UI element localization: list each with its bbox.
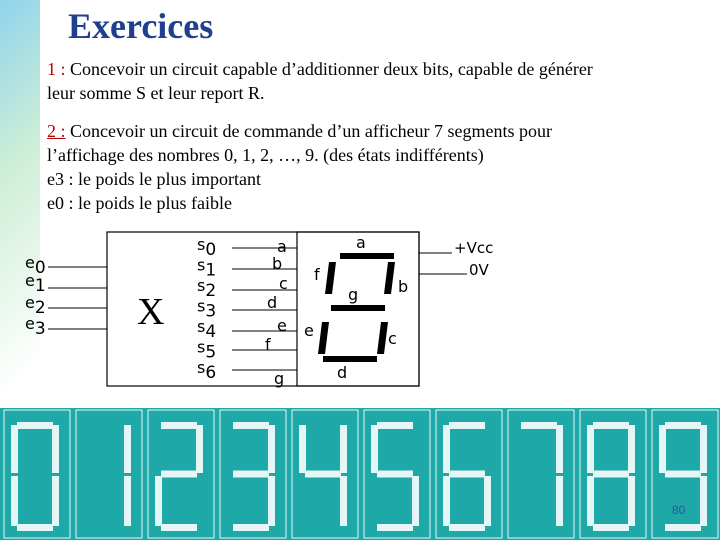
digit-3-segment-c	[268, 476, 275, 526]
power-ground-label: 0V	[469, 261, 489, 279]
digit-6-segment-d	[449, 524, 485, 531]
digit-5-segment-c	[412, 476, 419, 526]
segment-label-a: a	[356, 233, 366, 252]
digit-0-segment-d	[17, 524, 53, 531]
input-label-e3: e3	[25, 314, 46, 339]
output-label-s1: s1	[197, 255, 217, 281]
digit-6-segment-g	[449, 471, 485, 478]
digit-7-segment-c	[556, 476, 563, 526]
digit-6-segment-a	[449, 422, 485, 429]
digit-0-segment-b	[52, 425, 59, 473]
digit-3-segment-b	[268, 425, 275, 473]
seven-segment-figure	[318, 253, 395, 362]
output-label-s0: s0	[197, 235, 217, 260]
digit-0-segment-e	[11, 476, 18, 526]
exercise-1-text: Concevoir un circuit capable d’additionner deux bits, capable de générer	[65, 59, 593, 79]
exercise-2-number: 2 :	[47, 121, 66, 141]
digit-3-segment-d	[233, 524, 269, 531]
digit-3-segment-g	[233, 471, 269, 478]
segment-g	[331, 305, 385, 311]
digit-9-segment-f	[659, 425, 666, 473]
exercise-1-line-1	[47, 58, 593, 80]
segment-label-e: e	[304, 321, 314, 340]
digit-5-segment-g	[377, 471, 413, 478]
digit-1-segment-c	[124, 476, 131, 526]
digit-7-segment-a	[521, 422, 557, 429]
digit-8-segment-g	[593, 471, 629, 478]
digit-5-segment-a	[377, 422, 413, 429]
segment-label-g: g	[348, 285, 359, 304]
digit-5-segment-f	[371, 425, 378, 473]
segment-c	[377, 322, 388, 354]
exercise-2-line-4: e0 : le poids le plus faible	[47, 193, 232, 213]
exercise-2-line-3: e3 : le poids le plus important	[47, 169, 261, 189]
digit-1-segment-b	[124, 425, 131, 473]
digit-6-segment-e	[443, 476, 450, 526]
digit-8-segment-a	[593, 422, 629, 429]
output-label-s3: s3	[197, 296, 217, 322]
wire-label-a: a	[277, 237, 287, 256]
digit-6-segment-c	[484, 476, 491, 526]
segment-d	[323, 356, 377, 362]
digit-9-segment-d	[665, 524, 701, 531]
digits-display-band	[0, 408, 720, 540]
slide-title: Exercices	[68, 6, 214, 46]
digit-9-segment-b	[700, 425, 707, 473]
wire-label-d: d	[267, 293, 278, 312]
digit-4-segment-b	[340, 425, 347, 473]
exercise-1-number: 1 :	[47, 59, 66, 79]
wire-label-f: f	[265, 335, 271, 354]
input-label-e1: e1	[25, 271, 46, 296]
seven-segment-circuit-diagram	[22, 228, 512, 390]
output-label-s4: s4	[197, 317, 217, 342]
digit-8-segment-f	[587, 425, 594, 473]
wire-label-g: g	[274, 369, 285, 388]
exercise-2-text: Concevoir un circuit de commande d’un afficheur 7 segments pour	[65, 121, 553, 141]
segment-e	[318, 322, 329, 354]
wire-label-e: e	[277, 316, 287, 335]
output-labels	[197, 235, 216, 383]
wire-labels	[265, 237, 288, 388]
segment-b	[384, 262, 395, 294]
input-label-e2: e2	[25, 293, 46, 318]
digit-3-segment-a	[233, 422, 269, 429]
output-label-s6: s6	[197, 358, 217, 383]
segment-label-d: d	[337, 363, 348, 382]
digit-4-segment-f	[299, 425, 306, 473]
segment-f	[325, 262, 336, 294]
digit-2-segment-d	[161, 524, 197, 531]
digit-8-segment-c	[628, 476, 635, 526]
digit-9-segment-c	[700, 476, 707, 526]
segment-label-b: b	[398, 277, 409, 296]
digit-8-segment-d	[593, 524, 629, 531]
digit-2-segment-b	[196, 425, 203, 473]
exercise-2-line-1	[47, 120, 552, 142]
digit-9-segment-g	[665, 471, 701, 478]
x-block-label: X	[137, 291, 165, 333]
wire-label-b: b	[272, 254, 283, 273]
digit-2-segment-a	[161, 422, 197, 429]
output-label-s5: s5	[197, 337, 217, 363]
digit-0-segment-f	[11, 425, 18, 473]
power-vcc-label: +Vcc	[454, 239, 494, 257]
digit-6-segment-f	[443, 425, 450, 473]
output-label-s2: s2	[197, 276, 217, 301]
segment-a	[340, 253, 394, 259]
digit-4-segment-c	[340, 476, 347, 526]
digit-4-segment-g	[305, 471, 341, 478]
input-label-e0: e0	[25, 253, 46, 278]
digit-5-segment-d	[377, 524, 413, 531]
digit-8-segment-b	[628, 425, 635, 473]
exercise-2-line-2: l’affichage des nombres 0, 1, 2, …, 9. (des états indifférents)	[47, 145, 484, 165]
digit-0-segment-a	[17, 422, 53, 429]
wire-label-c: c	[279, 274, 288, 293]
segment-label-c: c	[388, 329, 397, 348]
digit-2-segment-g	[161, 471, 197, 478]
digit-9-segment-a	[665, 422, 701, 429]
segment-label-f: f	[314, 265, 320, 284]
exercise-1-line-2: leur somme S et leur report R.	[47, 83, 265, 103]
digit-0-segment-c	[52, 476, 59, 526]
page-number: 80	[672, 503, 686, 517]
input-labels	[25, 253, 46, 339]
digit-2-segment-e	[155, 476, 162, 526]
input-wires	[48, 267, 107, 329]
digit-8-segment-e	[587, 476, 594, 526]
digit-7-segment-b	[556, 425, 563, 473]
